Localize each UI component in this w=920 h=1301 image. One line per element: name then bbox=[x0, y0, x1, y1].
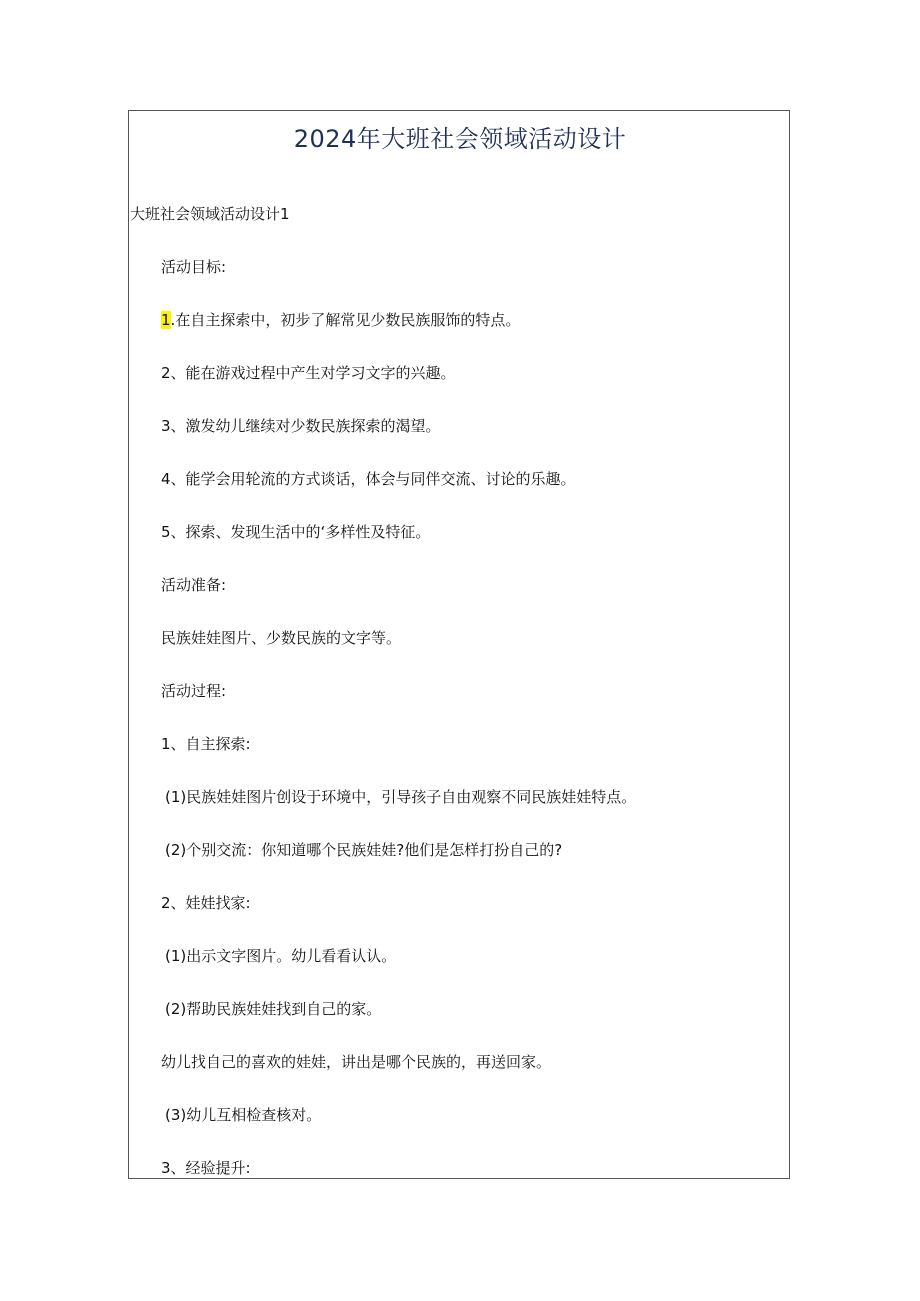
goals-label: 活动目标: bbox=[161, 258, 227, 276]
prep-text: 民族娃娃图片、少数民族的文字等。 bbox=[161, 629, 402, 647]
step-3: 3、经验提升: bbox=[161, 1159, 251, 1177]
goal-4: 4、能学会用轮流的方式谈话，体会与同伴交流、讨论的乐趣。 bbox=[161, 470, 576, 488]
goal-3: 3、激发幼儿继续对少数民族探索的渴望。 bbox=[161, 417, 441, 435]
goal-5: 5、探索、发现生活中的‘多样性及特征。 bbox=[161, 523, 431, 541]
goal-2: 2、能在游戏过程中产生对学习文字的兴趣。 bbox=[161, 364, 456, 382]
document-title: 2024年大班社会领域活动设计 bbox=[293, 125, 627, 153]
highlighted-number: 1 bbox=[161, 311, 171, 329]
step-2-note: 幼儿找自己的喜欢的娃娃，讲出是哪个民族的，再送回家。 bbox=[161, 1053, 552, 1071]
prep-label: 活动准备: bbox=[161, 576, 227, 594]
step-1: 1、自主探索: bbox=[161, 735, 251, 753]
section-heading: 大班社会领域活动设计1 bbox=[130, 205, 290, 223]
goal-1 bbox=[161, 310, 520, 330]
step-2-a: (1)出示文字图片。幼儿看看认认。 bbox=[165, 947, 397, 965]
step-2-c: (3)幼儿互相检查核对。 bbox=[165, 1106, 322, 1124]
goal-1-text: .在自主探索中，初步了解常见少数民族服饰的特点。 bbox=[170, 311, 521, 329]
step-2: 2、娃娃找家: bbox=[161, 894, 251, 912]
step-2-b: (2)帮助民族娃娃找到自己的家。 bbox=[165, 1000, 382, 1018]
step-1-b: (2)个别交流：你知道哪个民族娃娃?他们是怎样打扮自己的? bbox=[165, 841, 563, 859]
step-1-a: (1)民族娃娃图片创设于环境中，引导孩子自由观察不同民族娃娃特点。 bbox=[165, 788, 637, 806]
process-label: 活动过程: bbox=[161, 682, 227, 700]
